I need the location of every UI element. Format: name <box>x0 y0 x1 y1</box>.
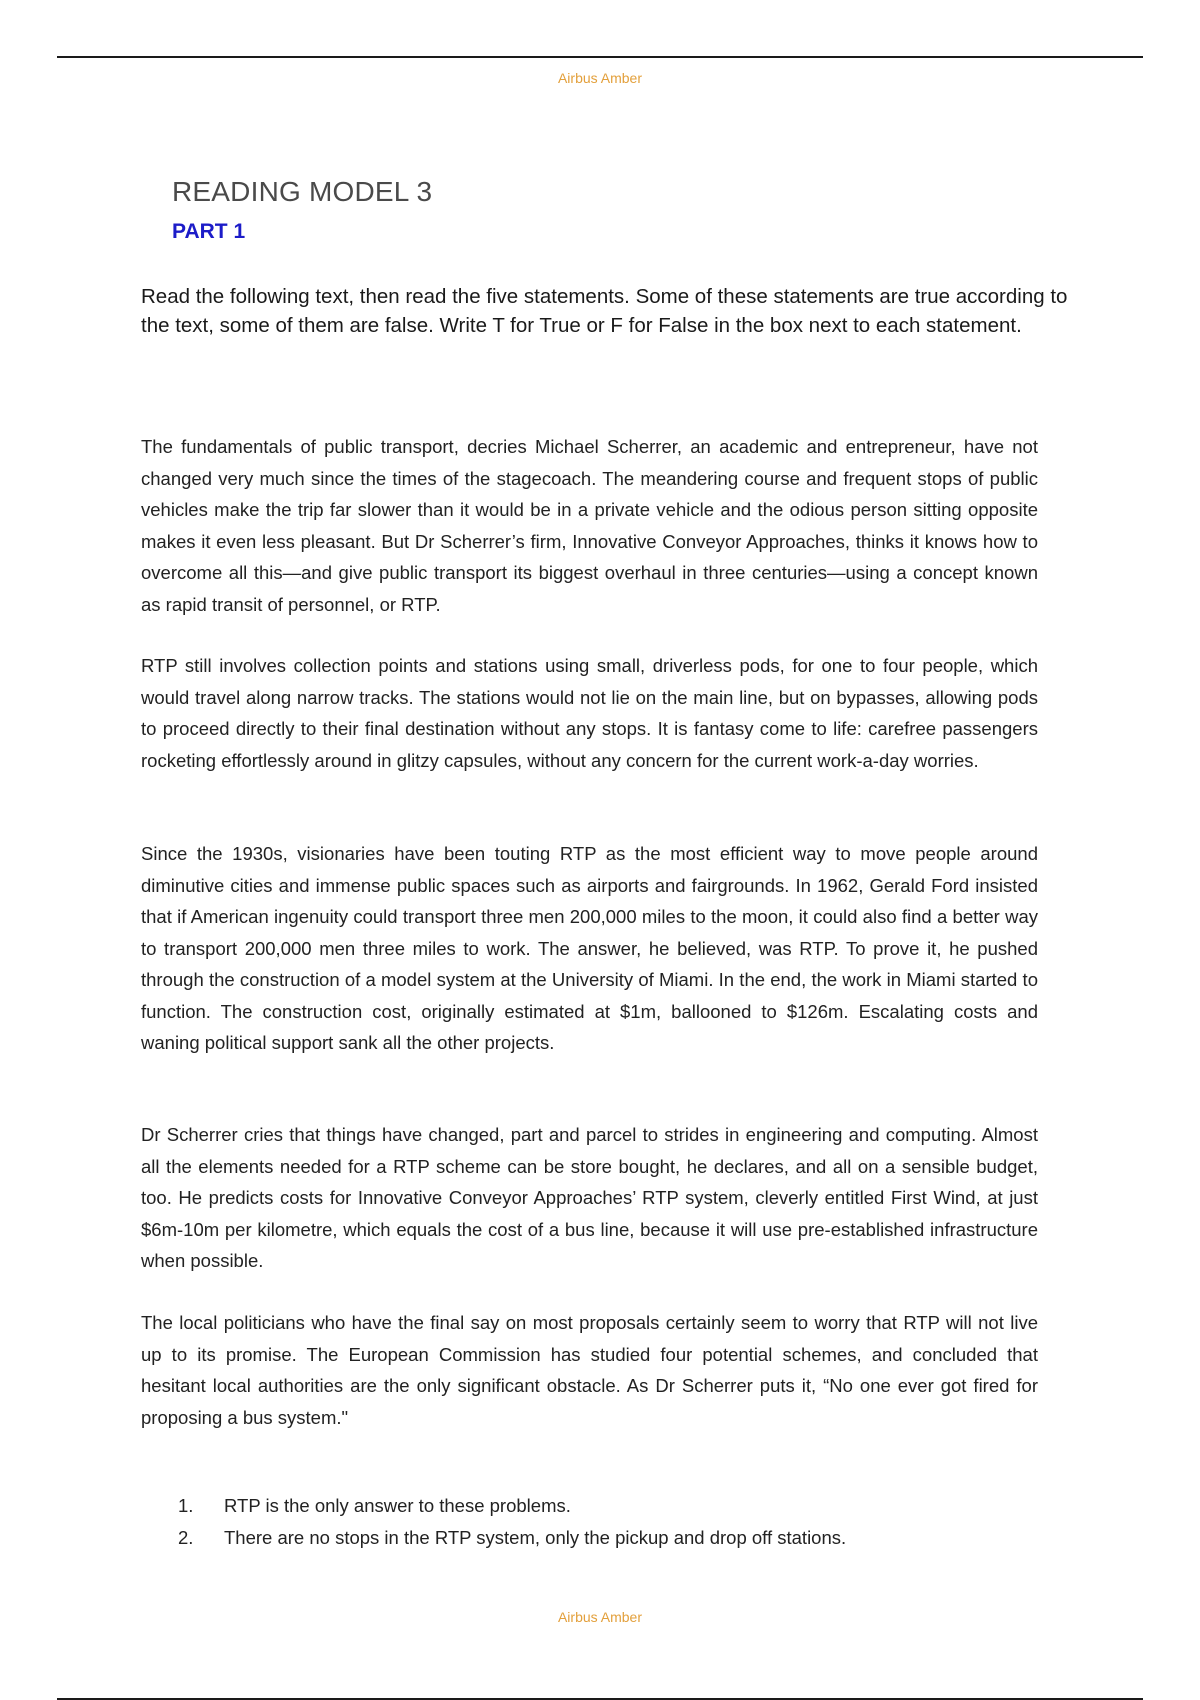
statement-item <box>178 1522 1078 1554</box>
footer-classification-label: Airbus Amber <box>557 1609 643 1625</box>
paragraph-1: The fundamentals of public transport, decries Michael Scherrer, an academic and entrepreneur, have not changed very much since the times of the stagecoach. The meandering course and frequent stops of public vehicles make the trip far slower than it would be in a private vehicle and the odious person sitting opposite makes it even less pleasant. But Dr Scherrer’s firm, Innovative Conveyor Approaches, thinks it knows how to overcome all this—and give public transport its biggest overhaul in three centuries—using a concept known as rapid transit of personnel, or RTP. <box>141 436 1038 615</box>
statements-list <box>178 1490 1078 1554</box>
instructions-text: Read the following text, then read the five statements. Some of these statements are true according to the text, some of them are false. Write T for True or F for False in the box next to each statement. <box>141 285 1068 337</box>
header-classification-label: Airbus Amber <box>557 70 643 86</box>
header-rule <box>57 56 1143 58</box>
paragraph-5: The local politicians who have the final say on most proposals certainly seem to worry that RTP will not live up to its promise. The European Commission has studied four potential schemes, and concluded that hesitant local authorities are the only significant obstacle. As Dr Scherrer puts it, “No one ever got fired for proposing a bus system." <box>141 1312 1038 1428</box>
paragraph-3: Since the 1930s, visionaries have been touting RTP as the most efficient way to move people around diminutive cities and immense public spaces such as airports and fairgrounds. In 1962, Gerald Ford insisted that if American ingenuity could transport three men 200,000 miles to the moon, it could also find a better way to transport 200,000 men three miles to work. The answer, he believed, was RTP. To prove it, he pushed through the construction of a model system at the University of Miami. In the end, the work in Miami started to function. The construction cost, originally estimated at $1m, ballooned to $126m. Escalating costs and waning political support sank all the other projects. <box>141 843 1038 1053</box>
paragraph-2: RTP still involves collection points and stations using small, driverless pods, for one to four people, which would travel along narrow tracks. The stations would not lie on the main line, but on bypasses, allowing pods to proceed directly to their final destination without any stops. It is fantasy come to life: carefree passengers rocketing effortlessly around in glitzy capsules, without any concern for the current work-a-day worries. <box>141 655 1038 771</box>
part-heading: PART 1 <box>172 220 246 243</box>
paragraph-4: Dr Scherrer cries that things have changed, part and parcel to strides in engineering and computing. Almost all the elements needed for a RTP scheme can be store bought, he declares, and all on a sensible budget, too. He predicts costs for Innovative Conveyor Approaches’ RTP system, cleverly entitled First Wind, at just $6m-10m per kilometre, which equals the cost of a bus line, because it will use pre-established infrastructure when possible. <box>141 1124 1038 1271</box>
statement-number: 1. <box>178 1495 194 1516</box>
statement-number: 2. <box>178 1527 194 1548</box>
document-title: READING MODEL 3 <box>172 176 433 207</box>
statement-text: There are no stops in the RTP system, only the pickup and drop off stations. <box>224 1527 847 1548</box>
statement-text: RTP is the only answer to these problems. <box>224 1495 571 1516</box>
statement-item <box>178 1490 1078 1522</box>
